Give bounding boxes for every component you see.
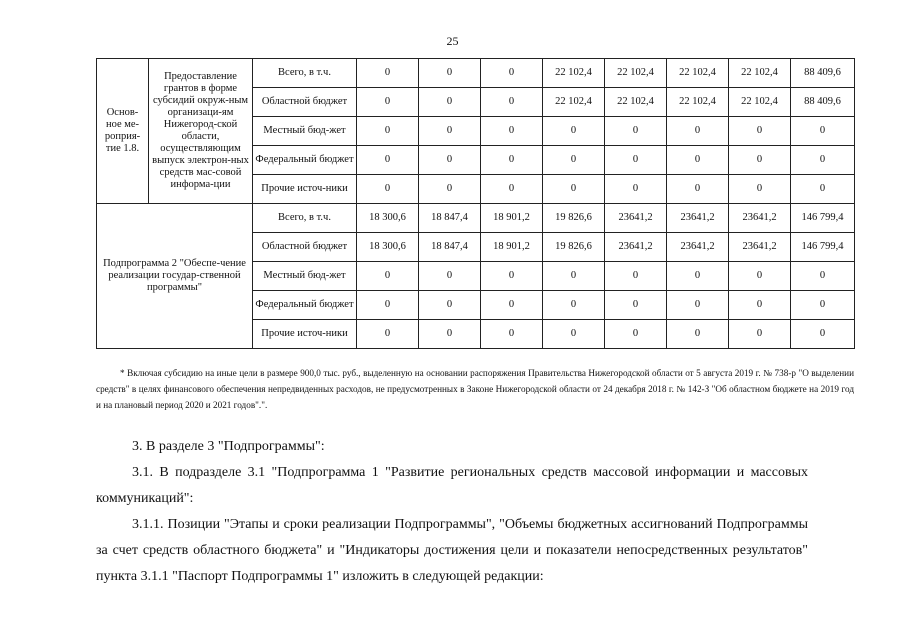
value-cell: 0 [605,117,667,146]
value-cell: 146 799,4 [791,204,855,233]
value-cell: 0 [357,175,419,204]
value-cell: 0 [729,262,791,291]
value-cell: 0 [481,175,543,204]
value-cell: 0 [791,291,855,320]
paragraph-2-text: 3.1. В подразделе 3.1 "Подпрограмма 1 "Развитие региональных средств массовой информации и массовых коммуникаций": [96,465,808,506]
value-cell: 88 409,6 [791,88,855,117]
value-cell: 0 [791,320,855,349]
value-cell: 0 [543,175,605,204]
table-row [97,59,855,88]
value-cell: 0 [419,175,481,204]
value-cell: 0 [791,146,855,175]
value-cell: 0 [357,320,419,349]
funding-source-cell: Прочие источ-ники [253,175,357,204]
value-cell: 0 [605,146,667,175]
funding-source-cell: Местный бюд-жет [253,117,357,146]
value-cell: 0 [357,117,419,146]
paragraph-1-text: 3. В разделе 3 "Подпрограммы": [132,439,325,454]
value-cell: 0 [543,117,605,146]
value-cell: 0 [419,262,481,291]
value-cell: 23641,2 [667,204,729,233]
value-cell: 22 102,4 [729,59,791,88]
value-cell: 22 102,4 [667,59,729,88]
measure-description-cell: Предоставление грантов в форме субсидий окруж-ным организаци-ям Нижегород-ской области, осуществляющим выпуск электрон-ных средств мас-совой информа-ции [149,59,253,204]
value-cell: 0 [543,146,605,175]
funding-source-cell: Федеральный бюджет [253,146,357,175]
value-cell: 0 [357,291,419,320]
funding-source-cell: Местный бюд-жет [253,262,357,291]
funding-source-cell: Всего, в т.ч. [253,59,357,88]
value-cell: 0 [729,320,791,349]
paragraph-2 [96,460,808,512]
value-cell: 23641,2 [729,204,791,233]
value-cell: 0 [791,262,855,291]
value-cell: 0 [357,59,419,88]
value-cell: 0 [419,88,481,117]
value-cell: 0 [419,59,481,88]
value-cell: 22 102,4 [543,88,605,117]
value-cell: 146 799,4 [791,233,855,262]
value-cell: 0 [419,117,481,146]
value-cell: 18 901,2 [481,233,543,262]
value-cell: 23641,2 [729,233,791,262]
value-cell: 88 409,6 [791,59,855,88]
value-cell: 0 [543,291,605,320]
value-cell: 0 [357,262,419,291]
value-cell: 0 [605,291,667,320]
value-cell: 19 826,6 [543,204,605,233]
value-cell: 0 [481,262,543,291]
value-cell: 18 847,4 [419,233,481,262]
funding-source-cell: Областной бюджет [253,233,357,262]
value-cell: 23641,2 [605,204,667,233]
value-cell: 0 [667,291,729,320]
funding-source-cell: Федеральный бюджет [253,291,357,320]
value-cell: 0 [357,88,419,117]
value-cell: 0 [729,117,791,146]
footnote: * Включая субсидию на иные цели в размере 900,0 тыс. руб., выделенную на основании распоряжения Правительства Нижегородской области от 5 августа 2019 г. № 738-р "О выделении средств" в целях финансового обеспечения непредвиденных расходов, не предусмотренных в Законе Нижегородской области от 24 декабря 2018 г. № 142-З "Об областном бюджете на 2019 год и на плановый период 2020 и 2021 годов".". [96,368,854,410]
funding-source-cell: Всего, в т.ч. [253,204,357,233]
table-row [97,204,855,233]
value-cell: 0 [729,146,791,175]
page-number: 25 [446,34,459,48]
value-cell: 0 [419,320,481,349]
value-cell: 18 300,6 [357,204,419,233]
paragraph-3-text: 3.1.1. Позиции "Этапы и сроки реализации Подпрограммы", "Объемы бюджетных ассигнований Подпрограммы за счет средств областного бюджета" и "Индикаторы достижения цели и показатели непосредственных результатов" пункта 3.1.1 "Паспорт Подпрограммы 1" изложить в следующей редакции: [96,517,808,584]
value-cell: 22 102,4 [729,88,791,117]
value-cell: 19 826,6 [543,233,605,262]
funding-source-cell: Прочие источ-ники [253,320,357,349]
value-cell: 0 [667,117,729,146]
funding-source-cell: Областной бюджет [253,88,357,117]
value-cell: 22 102,4 [605,88,667,117]
value-cell: 23641,2 [667,233,729,262]
value-cell: 0 [543,320,605,349]
value-cell: 0 [481,59,543,88]
paragraph-3 [96,512,808,590]
value-cell: 0 [357,146,419,175]
value-cell: 0 [605,320,667,349]
value-cell: 0 [667,146,729,175]
value-cell: 0 [729,291,791,320]
value-cell: 0 [481,320,543,349]
value-cell: 0 [543,262,605,291]
value-cell: 0 [791,175,855,204]
value-cell: 0 [481,88,543,117]
value-cell: 0 [605,262,667,291]
value-cell: 0 [419,291,481,320]
value-cell: 0 [481,146,543,175]
value-cell: 22 102,4 [605,59,667,88]
subprogram-title-cell: Подпрограмма 2 "Обеспе-чение реализации государ-ственной программы" [97,204,253,349]
value-cell: 0 [667,320,729,349]
value-cell: 0 [481,117,543,146]
value-cell: 0 [667,262,729,291]
measure-cell: Основ-ное ме-роприя-тие 1.8. [97,59,149,204]
paragraph-1 [96,434,808,460]
value-cell: 0 [791,117,855,146]
value-cell: 0 [419,146,481,175]
value-cell: 22 102,4 [543,59,605,88]
value-cell: 22 102,4 [667,88,729,117]
value-cell: 0 [481,291,543,320]
value-cell: 23641,2 [605,233,667,262]
value-cell: 18 847,4 [419,204,481,233]
value-cell: 18 300,6 [357,233,419,262]
value-cell: 0 [605,175,667,204]
value-cell: 18 901,2 [481,204,543,233]
value-cell: 0 [729,175,791,204]
value-cell: 0 [667,175,729,204]
budget-table [96,58,855,349]
